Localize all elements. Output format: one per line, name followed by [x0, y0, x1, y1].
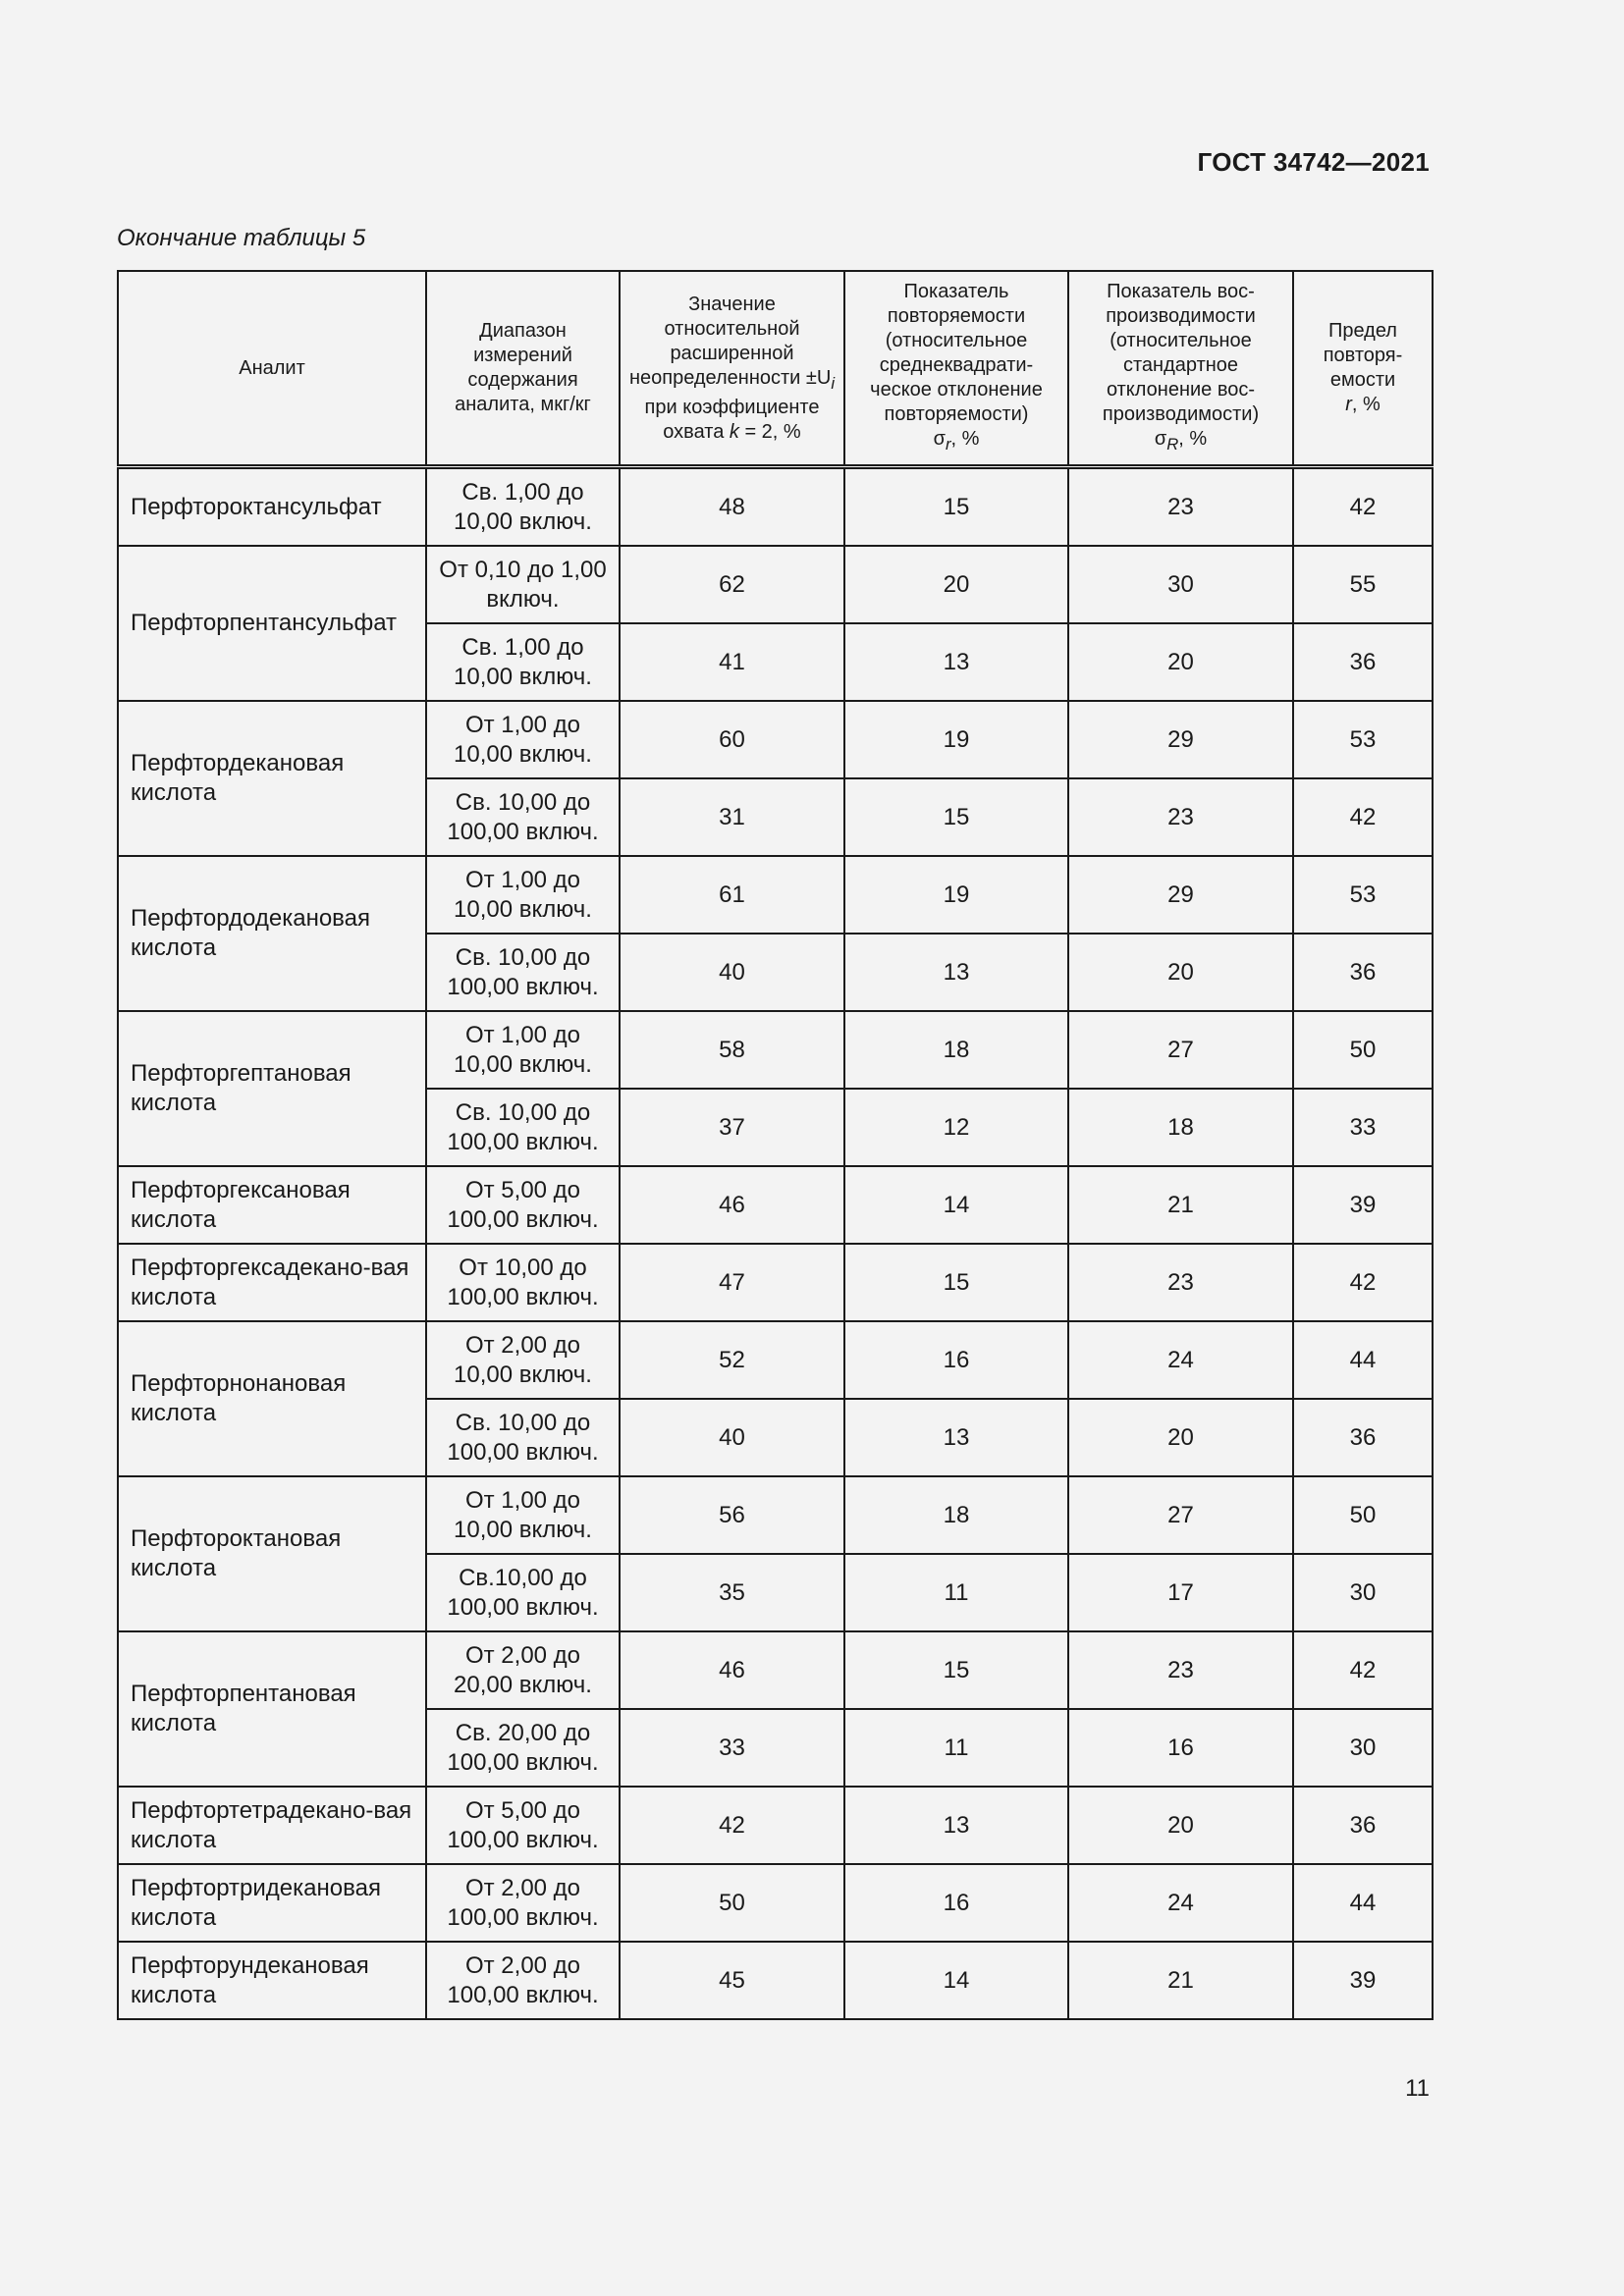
table-row: [118, 856, 1433, 934]
reproducibility-cell: 27: [1068, 1011, 1293, 1089]
standard-code: ГОСТ 34742—2021: [1197, 147, 1430, 177]
uncertainty-cell: 33: [620, 1709, 844, 1787]
analyte-cell: Перфторгексадекано-вая кислота: [118, 1244, 426, 1321]
reproducibility-cell: 21: [1068, 1942, 1293, 2019]
uncertainty-cell: 56: [620, 1476, 844, 1554]
analyte-cell: Перфтордекановая кислота: [118, 701, 426, 856]
reproducibility-cell: 20: [1068, 934, 1293, 1011]
header-reproducibility: Показатель вос-производимости (относительное стандартное отклонение вос-производимости) $\sigma_R$, %: [1068, 271, 1293, 467]
uncertainty-cell: 35: [620, 1554, 844, 1631]
analyte-cell: Перфтороктановая кислота: [118, 1476, 426, 1631]
reproducibility-cell: 16: [1068, 1709, 1293, 1787]
page-number: 11: [1405, 2075, 1430, 2102]
range-cell: Св. 1,00 до 10,00 включ.: [426, 623, 620, 701]
repeatability-cell: 13: [844, 623, 1068, 701]
table-caption: Окончание таблицы 5: [117, 225, 366, 251]
table-row: [118, 1244, 1433, 1321]
uncertainty-cell: 37: [620, 1089, 844, 1166]
analyte-cell: Перфторнонановая кислота: [118, 1321, 426, 1476]
limit-cell: 36: [1293, 1787, 1433, 1864]
reproducibility-cell: 29: [1068, 701, 1293, 778]
limit-cell: 36: [1293, 623, 1433, 701]
repeatability-cell: 19: [844, 701, 1068, 778]
reproducibility-cell: 29: [1068, 856, 1293, 934]
limit-cell: 44: [1293, 1321, 1433, 1399]
range-cell: Св. 20,00 до 100,00 включ.: [426, 1709, 620, 1787]
reproducibility-cell: 23: [1068, 1631, 1293, 1709]
limit-cell: 33: [1293, 1089, 1433, 1166]
limit-cell: 42: [1293, 778, 1433, 856]
analyte-cell: Перфтортридекановая кислота: [118, 1864, 426, 1942]
range-cell: От 1,00 до 10,00 включ.: [426, 701, 620, 778]
reproducibility-cell: 23: [1068, 1244, 1293, 1321]
table-body: [118, 467, 1433, 2020]
reproducibility-cell: 17: [1068, 1554, 1293, 1631]
reproducibility-cell: 23: [1068, 467, 1293, 547]
header-uncertainty: Значение относительной расширенной неопределенности $\pm U_i$ при коэффициенте охвата k = 2, %: [620, 271, 844, 467]
header-limit: Предел повторя-емости r, %: [1293, 271, 1433, 467]
header-analyte: Аналит: [118, 271, 426, 467]
analyte-cell: Перфтороктансульфат: [118, 467, 426, 547]
limit-cell: 30: [1293, 1709, 1433, 1787]
repeatability-cell: 14: [844, 1942, 1068, 2019]
uncertainty-cell: 46: [620, 1631, 844, 1709]
limit-cell: 30: [1293, 1554, 1433, 1631]
repeatability-cell: 11: [844, 1554, 1068, 1631]
repeatability-cell: 13: [844, 934, 1068, 1011]
repeatability-cell: 16: [844, 1321, 1068, 1399]
range-cell: Св.10,00 до 100,00 включ.: [426, 1554, 620, 1631]
uncertainty-cell: 48: [620, 467, 844, 547]
range-cell: Св. 10,00 до 100,00 включ.: [426, 1399, 620, 1476]
repeatability-cell: 13: [844, 1787, 1068, 1864]
uncertainty-cell: 31: [620, 778, 844, 856]
uncertainty-cell: 61: [620, 856, 844, 934]
range-cell: От 1,00 до 10,00 включ.: [426, 856, 620, 934]
analyte-cell: Перфторундекановая кислота: [118, 1942, 426, 2019]
reproducibility-cell: 21: [1068, 1166, 1293, 1244]
uncertainty-cell: 41: [620, 623, 844, 701]
reproducibility-cell: 24: [1068, 1864, 1293, 1942]
limit-cell: 39: [1293, 1166, 1433, 1244]
analyte-cell: Перфтортетрадекано-вая кислота: [118, 1787, 426, 1864]
uncertainty-cell: 52: [620, 1321, 844, 1399]
analyte-cell: Перфторпентановая кислота: [118, 1631, 426, 1787]
limit-cell: 42: [1293, 467, 1433, 547]
uncertainty-cell: 62: [620, 546, 844, 623]
repeatability-cell: 14: [844, 1166, 1068, 1244]
limit-cell: 36: [1293, 934, 1433, 1011]
limit-cell: 44: [1293, 1864, 1433, 1942]
uncertainty-cell: 40: [620, 934, 844, 1011]
repeatability-cell: 12: [844, 1089, 1068, 1166]
repeatability-cell: 15: [844, 467, 1068, 547]
table-row: [118, 1011, 1433, 1089]
limit-cell: 53: [1293, 701, 1433, 778]
header-range: Диапазон измерений содержания аналита, мкг/кг: [426, 271, 620, 467]
table-row: [118, 1476, 1433, 1554]
range-cell: От 2,00 до 100,00 включ.: [426, 1942, 620, 2019]
limit-cell: 42: [1293, 1631, 1433, 1709]
range-cell: Св. 10,00 до 100,00 включ.: [426, 1089, 620, 1166]
reproducibility-cell: 18: [1068, 1089, 1293, 1166]
table-row: [118, 1864, 1433, 1942]
limit-cell: 50: [1293, 1476, 1433, 1554]
uncertainty-cell: 58: [620, 1011, 844, 1089]
analyte-cell: Перфторгептановая кислота: [118, 1011, 426, 1166]
repeatability-cell: 11: [844, 1709, 1068, 1787]
reproducibility-cell: 23: [1068, 778, 1293, 856]
range-cell: От 10,00 до 100,00 включ.: [426, 1244, 620, 1321]
range-cell: Св. 10,00 до 100,00 включ.: [426, 934, 620, 1011]
repeatability-cell: 16: [844, 1864, 1068, 1942]
header-row: [118, 271, 1433, 467]
uncertainty-cell: 60: [620, 701, 844, 778]
header-repeatability: Показатель повторяемости (относительное среднеквадрати-ческое отклонение повторяемости) $\sigma_r$, %: [844, 271, 1068, 467]
repeatability-cell: 18: [844, 1476, 1068, 1554]
range-cell: От 2,00 до 100,00 включ.: [426, 1864, 620, 1942]
reproducibility-cell: 30: [1068, 546, 1293, 623]
uncertainty-cell: 47: [620, 1244, 844, 1321]
repeatability-cell: 13: [844, 1399, 1068, 1476]
table-row: [118, 546, 1433, 623]
range-cell: Св. 10,00 до 100,00 включ.: [426, 778, 620, 856]
uncertainty-cell: 46: [620, 1166, 844, 1244]
reproducibility-cell: 20: [1068, 1399, 1293, 1476]
reproducibility-cell: 24: [1068, 1321, 1293, 1399]
limit-cell: 39: [1293, 1942, 1433, 2019]
table-row: [118, 1787, 1433, 1864]
uncertainty-cell: 42: [620, 1787, 844, 1864]
uncertainty-cell: 40: [620, 1399, 844, 1476]
repeatability-cell: 19: [844, 856, 1068, 934]
analyte-cell: Перфтордодекановая кислота: [118, 856, 426, 1011]
data-table: [117, 270, 1434, 2020]
reproducibility-cell: 20: [1068, 1787, 1293, 1864]
table-row: [118, 1321, 1433, 1399]
range-cell: Св. 1,00 до 10,00 включ.: [426, 467, 620, 547]
range-cell: От 5,00 до 100,00 включ.: [426, 1166, 620, 1244]
table-row: [118, 1166, 1433, 1244]
range-cell: От 1,00 до 10,00 включ.: [426, 1011, 620, 1089]
repeatability-cell: 18: [844, 1011, 1068, 1089]
repeatability-cell: 15: [844, 1631, 1068, 1709]
limit-cell: 55: [1293, 546, 1433, 623]
analyte-cell: Перфторгексановая кислота: [118, 1166, 426, 1244]
analyte-cell: Перфторпентансульфат: [118, 546, 426, 701]
limit-cell: 53: [1293, 856, 1433, 934]
table-row: [118, 467, 1433, 547]
table-row: [118, 701, 1433, 778]
repeatability-cell: 15: [844, 778, 1068, 856]
uncertainty-cell: 45: [620, 1942, 844, 2019]
table-row: [118, 1631, 1433, 1709]
range-cell: От 2,00 до 20,00 включ.: [426, 1631, 620, 1709]
uncertainty-cell: 50: [620, 1864, 844, 1942]
range-cell: От 0,10 до 1,00 включ.: [426, 546, 620, 623]
range-cell: От 1,00 до 10,00 включ.: [426, 1476, 620, 1554]
limit-cell: 36: [1293, 1399, 1433, 1476]
repeatability-cell: 15: [844, 1244, 1068, 1321]
reproducibility-cell: 27: [1068, 1476, 1293, 1554]
reproducibility-cell: 20: [1068, 623, 1293, 701]
limit-cell: 50: [1293, 1011, 1433, 1089]
range-cell: От 5,00 до 100,00 включ.: [426, 1787, 620, 1864]
table-row: [118, 1942, 1433, 2019]
range-cell: От 2,00 до 10,00 включ.: [426, 1321, 620, 1399]
limit-cell: 42: [1293, 1244, 1433, 1321]
repeatability-cell: 20: [844, 546, 1068, 623]
